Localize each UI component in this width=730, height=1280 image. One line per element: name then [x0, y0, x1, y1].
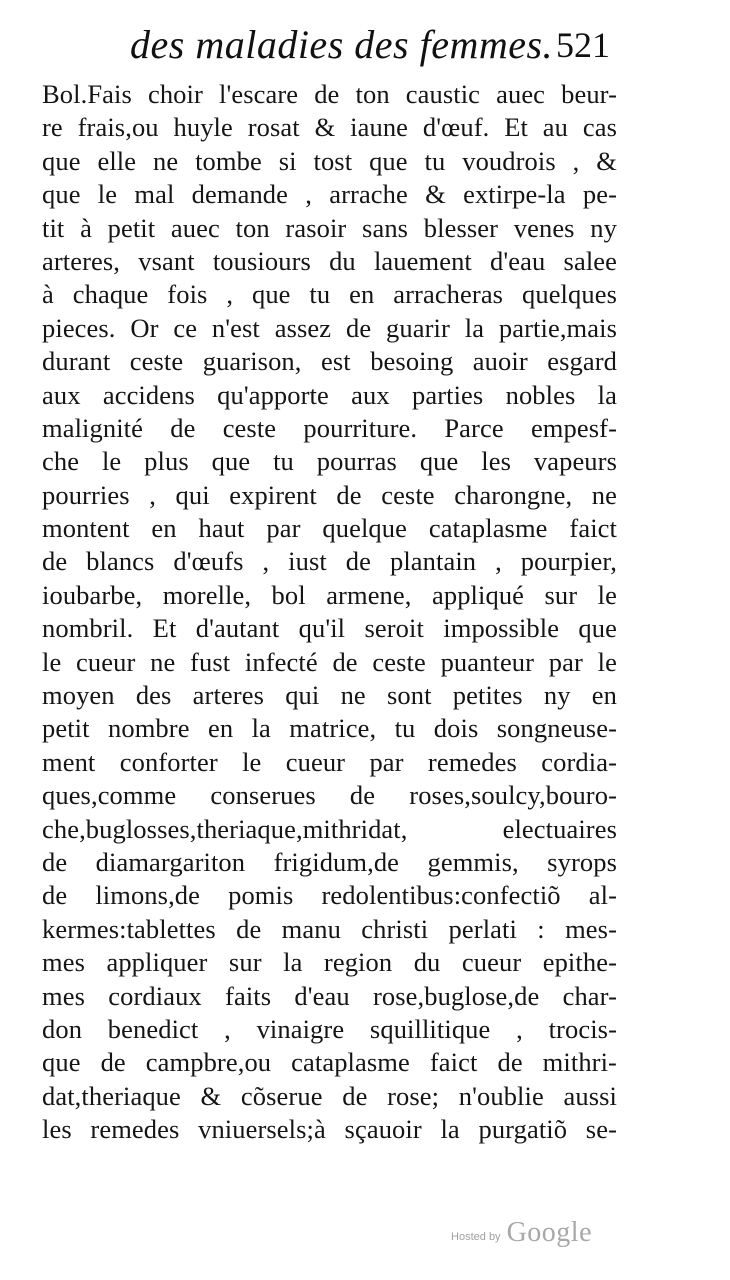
text-line: ioubarbe, morelle, bol armene, appliqué sur le — [42, 579, 617, 610]
text-line: don benedict , vinaigre squillitique , trocis- — [42, 1013, 617, 1044]
text-line: à chaque fois , que tu en arracheras quelques — [42, 279, 617, 310]
text-line: dat,theriaque & cõserue de rose; n'oublie aussi — [42, 1080, 617, 1111]
text-line: pourries , qui expirent de ceste charongne, ne — [42, 479, 617, 510]
text-line: le cueur ne fust infecté de ceste puanteur par le — [42, 646, 617, 677]
text-line: moyen des arteres qui ne sont petites ny en — [42, 680, 617, 711]
text-line: mes cordiaux faits d'eau rose,buglose,de char- — [42, 980, 617, 1011]
watermark-prefix: Hosted by — [451, 1231, 501, 1243]
text-line: ment conforter le cueur par remedes cordia- — [42, 746, 617, 777]
text-line: che,buglosses,theriaque,mithridat, electuaires — [42, 813, 617, 844]
running-title: des maladies des femmes. — [130, 22, 554, 67]
text-line: mes appliquer sur la region du cueur epithe- — [42, 947, 617, 978]
text-line: aux accidens qu'apporte aux parties nobles la — [42, 379, 617, 410]
text-line: arteres, vsant tousiours du lauement d'eau salee — [42, 245, 617, 276]
hosted-by-google-watermark — [451, 1215, 592, 1249]
running-header — [130, 20, 610, 70]
text-line: que de campbre,ou cataplasme faict de mithri- — [42, 1047, 617, 1078]
text-line: montent en haut par quelque cataplasme faict — [42, 513, 617, 544]
text-line: durant ceste guarison, est besoing auoir esgard — [42, 346, 617, 377]
text-line: che le plus que tu pourras que les vapeurs — [42, 446, 617, 477]
text-line: que le mal demande , arrache & extirpe-la pe- — [42, 179, 617, 210]
text-line: nombril. Et d'autant qu'il seroit impossible que — [42, 613, 617, 644]
text-line: pieces. Or ce n'est assez de guarir la partie,mais — [42, 312, 617, 343]
text-line: malignité de ceste pourriture. Parce empesf- — [42, 412, 617, 443]
text-line: de limons,de pomis redolentibus:confectiõ al- — [42, 880, 617, 911]
text-line: les remedes vniuersels;à sçauoir la purgatiõ se- — [42, 1114, 617, 1145]
body-text-block — [42, 78, 617, 1147]
text-line: tit à petit auec ton rasoir sans blesser venes ny — [42, 212, 617, 243]
google-logo: Google — [506, 1217, 592, 1248]
text-line: petit nombre en la matrice, tu dois songneuse- — [42, 713, 617, 744]
text-line: que elle ne tombe si tost que tu voudrois , & — [42, 145, 617, 176]
text-line: de diamargariton frigidum,de gemmis, syrops — [42, 846, 617, 877]
page-number: 521 — [556, 25, 610, 65]
text-line: de blancs d'œufs , iust de plantain , pourpier, — [42, 546, 617, 577]
text-line: re frais,ou huyle rosat & iaune d'œuf. Et au cas — [42, 112, 617, 143]
text-line: Bol.Fais choir l'escare de ton caustic auec beur- — [42, 79, 617, 109]
text-line: ques,comme conserues de roses,soulcy,bouro- — [42, 780, 617, 811]
text-line: kermes:tablettes de manu christi perlati : mes- — [42, 913, 617, 944]
